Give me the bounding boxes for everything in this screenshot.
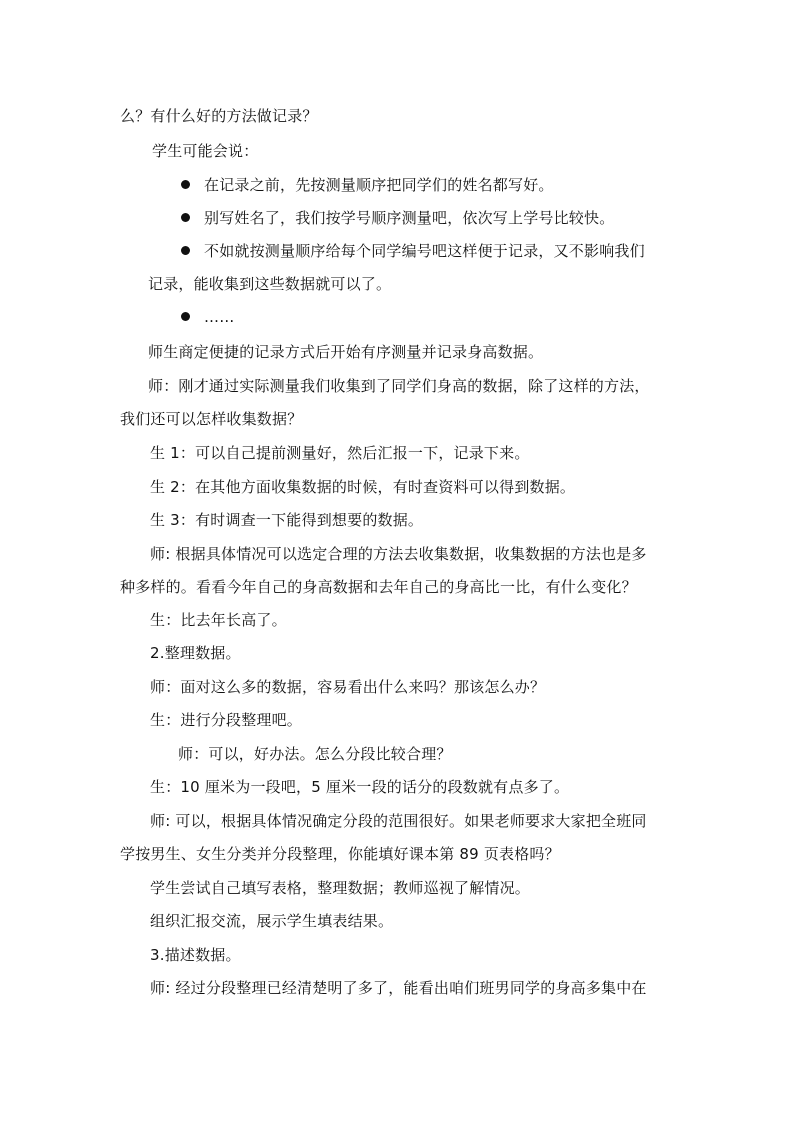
text-line: 么？有什么好的方法做记录？ xyxy=(120,107,318,125)
text-line: 师: 可以，根据具体情况确定分段的范围很好。如果老师要求大家把全班同 xyxy=(150,812,647,830)
text-line: 学生可能会说： xyxy=(152,142,259,160)
text-line: 学按男生、女生分类并分段整理，你能填好课本第 89 页表格吗？ xyxy=(120,845,560,863)
text-line: 师: 经过分段整理已经清楚明了多了，能看出咱们班男同学的身高多集中在 xyxy=(150,979,647,997)
bullet-icon xyxy=(181,180,190,189)
text-line: 学生尝试自己填写表格，整理数据；教师巡视了解情况。 xyxy=(150,879,531,897)
bullet-icon xyxy=(181,246,190,255)
bullet-item-continuation: 记录，能收集到这些数据就可以了。 xyxy=(148,275,392,293)
text-line: 师：可以，好办法。怎么分段比较合理？ xyxy=(178,745,452,763)
bullet-item-text: 在记录之前，先按测量顺序把同学们的姓名都写好。 xyxy=(204,176,554,194)
text-line: 师生商定便捷的记录方式后开始有序测量并记录身高数据。 xyxy=(148,343,544,361)
text-line: 生：10 厘米为一段吧，5 厘米一段的话分的段数就有点多了。 xyxy=(150,778,570,796)
bullet-item-text: …… xyxy=(204,308,235,326)
text-line: 师：刚才通过实际测量我们收集到了同学们身高的数据，除了这样的方法， xyxy=(148,377,650,395)
bullet-icon xyxy=(181,213,190,222)
text-line: 生 1：可以自己提前测量好，然后汇报一下，记录下来。 xyxy=(150,444,530,462)
text-line: 生 3：有时调查一下能得到想要的数据。 xyxy=(150,511,424,529)
section-heading: 2.整理数据。 xyxy=(150,644,241,662)
text-line: 我们还可以怎样收集数据？ xyxy=(120,410,303,428)
section-heading: 3.描述数据。 xyxy=(150,946,241,964)
text-line: 生：进行分段整理吧。 xyxy=(150,711,303,729)
text-line: 师: 根据具体情况可以选定合理的方法去收集数据，收集数据的方法也是多 xyxy=(150,545,647,563)
text-line: 种多样的。看看今年自己的身高数据和去年自己的身高比一比，有什么变化？ xyxy=(120,578,637,596)
text-line: 生 2：在其他方面收集数据的时候，有时查资料可以得到数据。 xyxy=(150,478,576,496)
bullet-item-text: 别写姓名了，我们按学号顺序测量吧，依次写上学号比较快。 xyxy=(204,209,615,227)
bullet-item-text: 不如就按测量顺序给每个同学编号吧这样便于记录，又不影响我们 xyxy=(204,242,645,260)
bullet-icon xyxy=(181,312,190,321)
text-line: 组织汇报交流，展示学生填表结果。 xyxy=(150,912,394,930)
text-line: 生：比去年长高了。 xyxy=(150,611,287,629)
text-line: 师：面对这么多的数据，容易看出什么来吗？那该怎么办？ xyxy=(150,678,546,696)
